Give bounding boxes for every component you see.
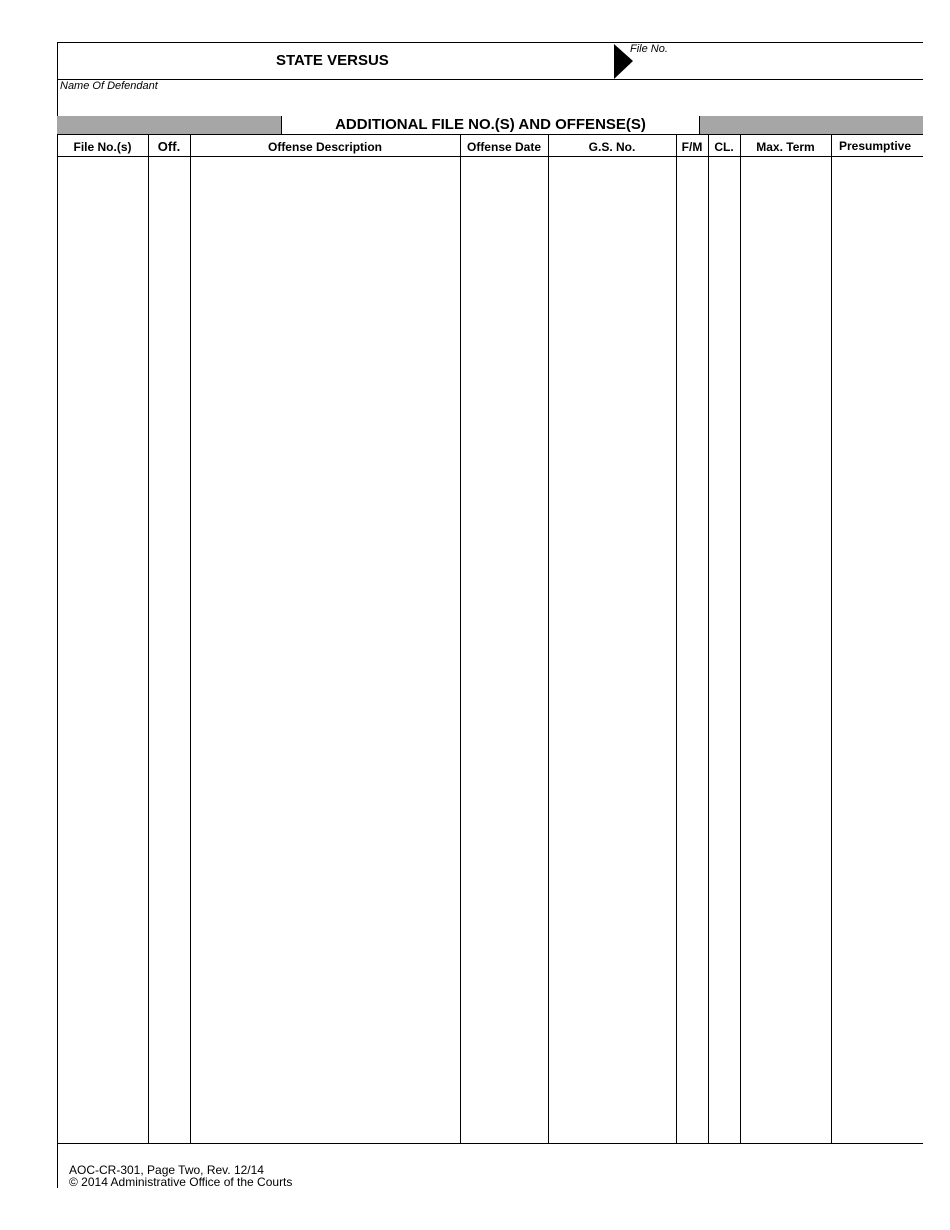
- col-header-off: Off.: [157, 139, 181, 154]
- col-header-max-term: Max. Term: [756, 140, 815, 154]
- defendant-name-field[interactable]: [60, 94, 920, 114]
- col-header-offense-date: Offense Date: [466, 140, 542, 154]
- copyright-notice: © 2014 Administrative Office of the Courts: [69, 1175, 293, 1189]
- header-divider: [57, 79, 923, 80]
- table-bottom-border: [57, 1143, 923, 1144]
- top-border: [57, 42, 923, 43]
- defendant-label: Name Of Defendant: [60, 80, 158, 92]
- offense-table-body[interactable]: [58, 157, 922, 1143]
- form-id: AOC-CR-301, Page Two, Rev. 12/14: [69, 1163, 264, 1177]
- section-title: ADDITIONAL FILE NO.(S) AND OFFENSE(S): [281, 116, 700, 134]
- col-header-file-nos: File No.(s): [73, 140, 132, 154]
- col-header-offense-description: Offense Description: [267, 140, 383, 154]
- col-header-cl: CL.: [714, 140, 734, 154]
- col-header-gs-no: G.S. No.: [588, 140, 636, 154]
- file-no-label: File No.: [630, 43, 668, 55]
- page-title: STATE VERSUS: [276, 52, 389, 69]
- section-bar-bottom: [57, 134, 923, 135]
- col-header-fm: F/M: [681, 140, 703, 154]
- file-no-field[interactable]: [636, 56, 921, 78]
- col-header-presumptive: Presumptive: [839, 139, 912, 153]
